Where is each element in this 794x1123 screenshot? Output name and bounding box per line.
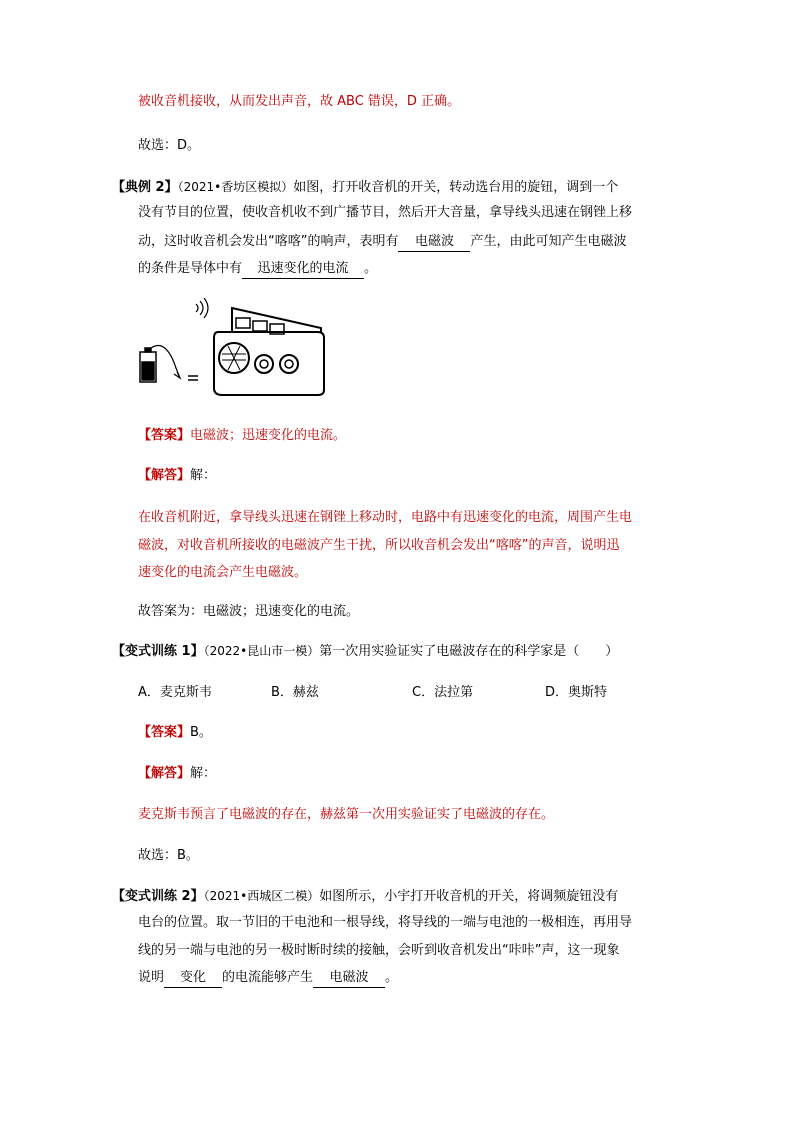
example2-line1 [112, 174, 618, 201]
variant2-blank1: 变化 [164, 969, 222, 988]
solution-lead: 解： [190, 468, 217, 483]
example2-solution-header [138, 463, 216, 489]
example2-answer: 电磁波；迅速变化的电流。 [190, 428, 347, 443]
variant1-solution-l1: 麦克斯韦预言了电磁波的存在，赫兹第一次用实验证实了电磁波的存在。 [138, 807, 555, 822]
variant1-source: （2022•昆山市一模） [203, 644, 320, 658]
example2-solution-l2: 磁波，对收音机所接收的电磁波产生干扰，所以收音机会发出“喀喀”的声音，说明迅 [138, 538, 620, 553]
answer-tag: 【答案】 [138, 428, 191, 443]
variant1-answer: B。 [190, 725, 212, 740]
example2-text: 如图，打开收音机的开关，转动选台用的旋钮，调到一个 [293, 180, 619, 195]
variant2-line3: 线的另一端与电池的另一极时断时续的接触，会听到收音机发出“咔咔”声，这一现象 [138, 943, 620, 958]
example2-solution-l3: 速变化的电流会产生电磁波。 [138, 565, 308, 580]
solution-lead: 解： [190, 766, 217, 781]
example2-line3-b: 产生，由此可知产生电磁波 [470, 234, 627, 249]
example2-line4-a: 的条件是导体中有 [138, 261, 243, 276]
signal-waves-icon [196, 298, 208, 318]
variant1-question-text: 第一次用实验证实了电磁波存在的科学家是（ ） [319, 644, 619, 659]
variant2-line4-c: 。 [385, 970, 399, 985]
solution-tag: 【解答】 [138, 766, 191, 781]
variant2-line1 [112, 883, 618, 910]
variant1-question [112, 638, 618, 665]
radio-illustration [136, 298, 331, 398]
example2-line2: 没有节目的位置，使收音机收不到广播节目，然后开大音量，拿导线头迅速在钢锉上移 [138, 205, 633, 220]
variant2-line2: 电台的位置。取一节旧的干电池和一根导线，将导线的一端与电池的一极相连，再用导 [138, 915, 633, 930]
example2-blank2: 迅速变化的电流 [242, 260, 364, 279]
example2-line4 [138, 256, 377, 282]
example2-line4-b: 。 [364, 261, 378, 276]
variant1-option-a: A．麦克斯韦 [138, 685, 212, 700]
example2-final: 故答案为：电磁波；迅速变化的电流。 [138, 604, 360, 619]
prev-answer-line: 故选：D。 [138, 138, 201, 153]
prev-solution-line: 被收音机接收，从而发出声音，故 ABC 错误，D 正确。 [138, 94, 461, 109]
battery-icon [140, 348, 156, 382]
variant1-option-b: B．赫兹 [271, 685, 319, 700]
solution-tag: 【解答】 [138, 468, 191, 483]
variant1-tag: 【变式训练 1】 [112, 644, 204, 659]
variant2-tag: 【变式训练 2】 [112, 889, 204, 904]
variant1-final: 故选：B。 [138, 848, 199, 863]
example2-line3-a: 动，这时收音机会发出“喀喀”的响声，表明有 [138, 234, 399, 249]
radio-icon [214, 308, 324, 395]
answer-tag: 【答案】 [138, 725, 191, 740]
example2-line3 [138, 229, 627, 255]
equals-icon [188, 376, 198, 380]
example2-source: （2021•香坊区模拟） [177, 180, 294, 194]
example2-solution-l1: 在收音机附近，拿导线头迅速在钢锉上移动时，电路中有迅速变化的电流，周围产生电 [138, 510, 633, 525]
variant2-line4 [138, 965, 398, 991]
variant1-answer-line [138, 720, 212, 746]
example2-answer-line [138, 423, 346, 449]
variant2-line4-b: 的电流能够产生 [222, 970, 314, 985]
example2-tag: 【典例 2】 [112, 180, 178, 195]
variant2-blank2: 电磁波 [313, 969, 385, 988]
variant2-source: （2021•西城区二模） [203, 889, 320, 903]
variant1-option-c: C．法拉第 [412, 685, 474, 700]
variant2-line4-a: 说明 [138, 970, 165, 985]
example2-blank1: 电磁波 [398, 233, 470, 252]
variant1-option-d: D．奥斯特 [545, 685, 608, 700]
variant1-solution-header [138, 761, 216, 787]
variant2-line1-text: 如图所示，小宇打开收音机的开关，将调频旋钮没有 [319, 889, 619, 904]
